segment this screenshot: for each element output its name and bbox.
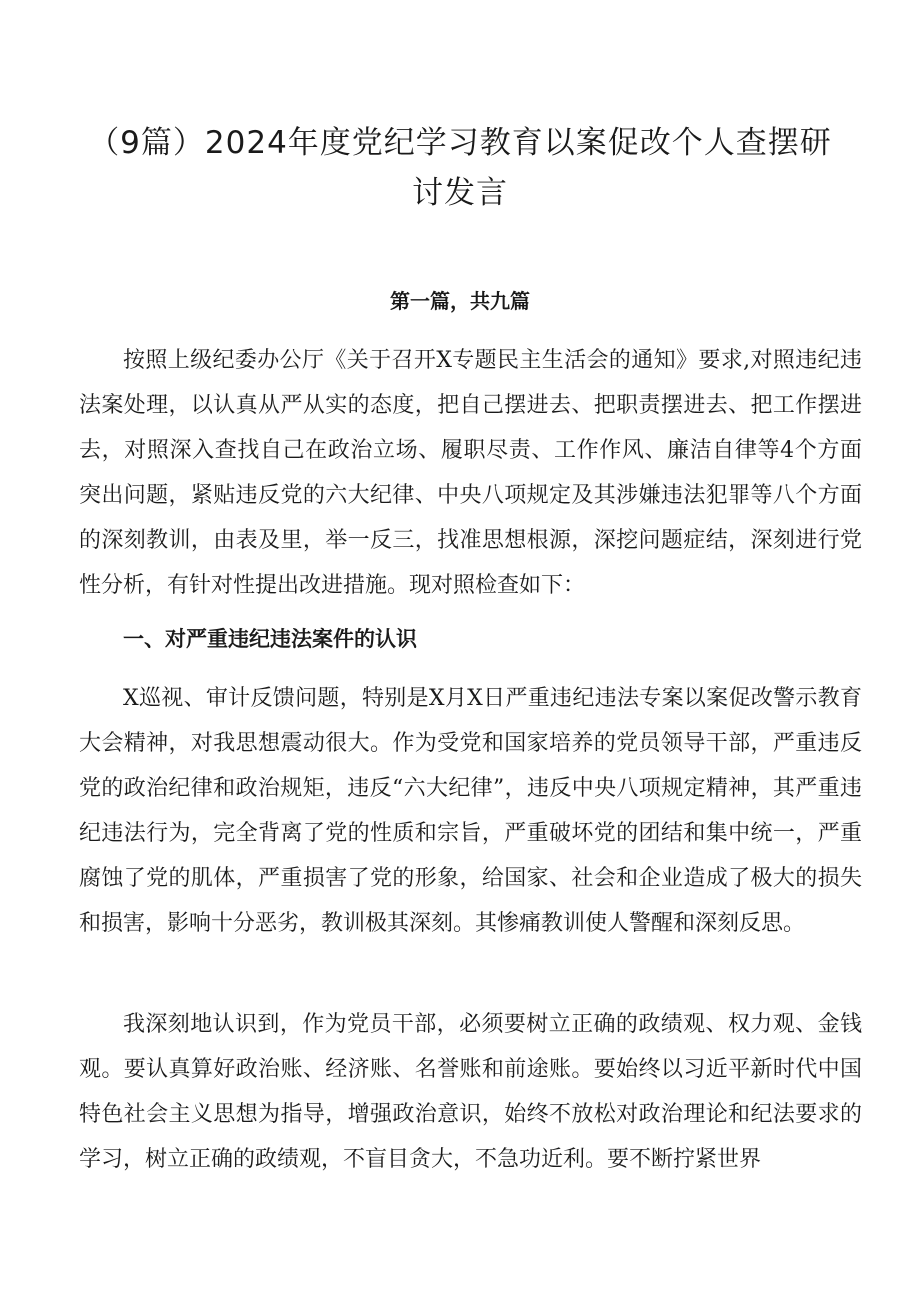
section-heading: 第一篇，共九篇 bbox=[390, 289, 530, 313]
paragraph-deep-understanding: 我深刻地认识到，作为党员干部，必须要树立正确的政绩观、权力观、金钱观。要认真算好政治账、经济账、名誉账和前途账。要始终以习近平新时代中国特色社会主义思想为指导，增强政治意识，始终不放松对政治理论和纪法要求的学习，树立正确的政绩观，不盲目贪大，不急功近利。要不断拧紧世界 bbox=[79, 1012, 862, 1172]
paragraph-intro: 按照上级纪委办公厅《关于召开X专题民主生活会的通知》要求,对照违纪违法案处理，以认真从严从实的态度，把自己摆进去、把职责摆进去、把工作摆进去，对照深入查找自己在政治立场、履职尽责、工作作风、廉洁自律等4个方面突出问题，紧贴违反党的六大纪律、中央八项规定及其涉嫌违法犯罪等八个方面的深刻教训，由表及里，举一反三，找准思想根源，深挖问题症结，深刻进行党性分析，有针对性提出改进措施。现对照检查如下： bbox=[79, 348, 862, 598]
paragraph-case-reflection: X巡视、审计反馈问题，特别是X月X日严重违纪违法专案以案促改警示教育大会精神，对我思想震动很大。作为受党和国家培养的党员领导干部，严重违反党的政治纪律和政治规矩，违反“六大纪律”，违反中央八项规定精神，其严重违纪违法行为，完全背离了党的性质和宗旨，严重破坏党的团结和集中统一，严重腐蚀了党的肌体，严重损害了党的形象，给国家、社会和企业造成了极大的损失和损害，影响十分恶劣，教训极其深刻。其惨痛教训使人警醒和深刻反思。 bbox=[79, 686, 862, 936]
document-title: （9篇）2024年度党纪学习教育以案促改个人查摆研讨发言 bbox=[88, 125, 832, 211]
subheading-case-understanding: 一、对严重违纪违法案件的认识 bbox=[123, 627, 417, 651]
